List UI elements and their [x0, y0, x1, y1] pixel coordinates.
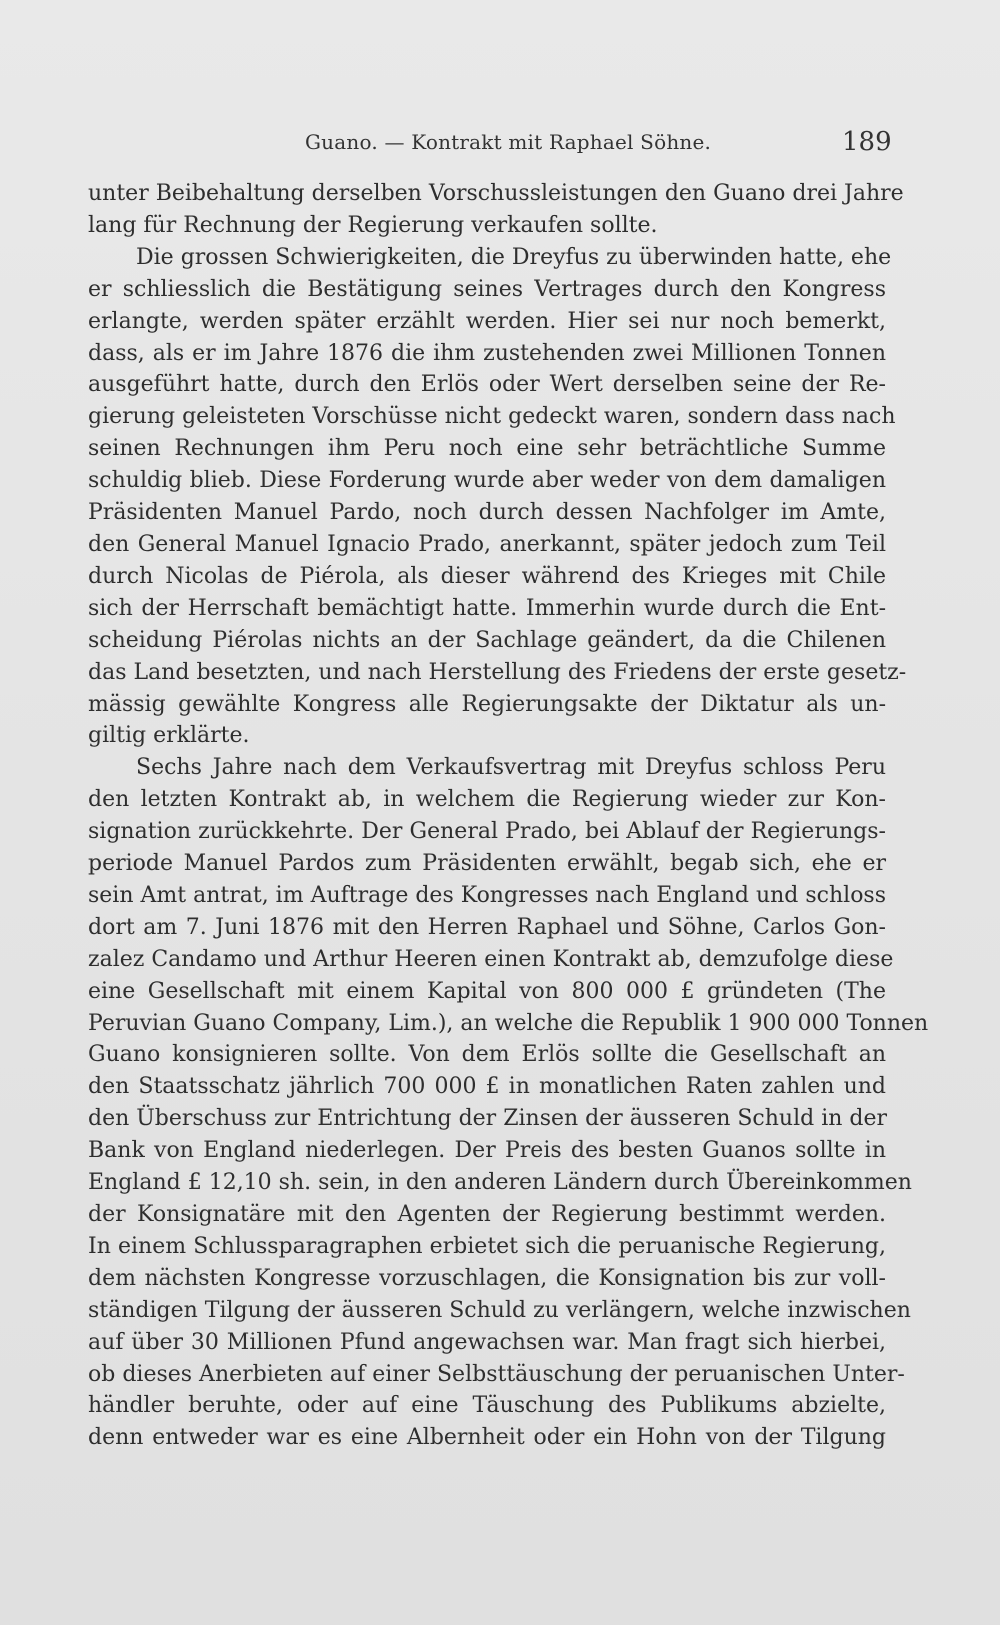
text-line: eine Gesellschaft mit einem Kapital von 800 000 £ gründeten (The — [88, 978, 886, 1004]
text-line: sein Amt antrat, im Auftrage des Kongresses nach England und schloss — [88, 882, 887, 908]
running-head: Guano. — Kontrakt mit Raphael Söhne. — [305, 130, 712, 154]
text-line: England £ 12,10 sh. sein, in den anderen Ländern durch Übereinkommen — [88, 1170, 912, 1196]
text-line: zalez Candamo und Arthur Heeren einen Kontrakt ab, demzufolge diese — [88, 946, 894, 972]
text-line: erlangte, werden später erzählt werden. Hier sei nur noch bemerkt, — [88, 308, 886, 334]
text-line: unter Beibehaltung derselben Vorschussleistungen den Guano drei Jahre — [88, 181, 904, 206]
text-line: den Überschuss zur Entrichtung der Zinsen der äusseren Schuld in der — [88, 1106, 888, 1132]
text-line: ständigen Tilgung der äusseren Schuld zu verlängern, welche inzwischen — [88, 1297, 911, 1323]
text-line: er schliesslich die Bestätigung seines Vertrages durch den Kongress — [88, 276, 886, 302]
page-header — [0, 122, 1000, 162]
text-line: Sechs Jahre nach dem Verkaufsvertrag mit Dreyfus schloss Peru — [136, 755, 886, 781]
text-line: seinen Rechnungen ihm Peru noch eine sehr beträchtliche Summe — [88, 436, 886, 462]
text-line: gierung geleisteten Vorschüsse nicht gedeckt waren, sondern dass nach — [88, 404, 896, 430]
body-text — [88, 178, 929, 1454]
text-line: sich der Herrschaft bemächtigt hatte. Immerhin wurde durch die Ent- — [88, 595, 886, 621]
text-line: den General Manuel Ignacio Prado, anerkannt, später jedoch zum Teil — [88, 531, 886, 557]
paragraph — [88, 242, 907, 753]
text-line: ob dieses Anerbieten auf einer Selbsttäuschung der peruanischen Unter- — [88, 1361, 905, 1387]
text-line: der Konsignatäre mit den Agenten der Regierung bestimmt werden. — [88, 1202, 886, 1227]
text-line: giltig erklärte. — [88, 723, 250, 749]
text-line: periode Manuel Pardos zum Präsidenten erwählt, begab sich, ehe er — [88, 851, 886, 877]
text-line: Bank von England niederlegen. Der Preis des besten Guanos sollte in — [88, 1138, 886, 1164]
text-line: scheidung Piérolas nichts an der Sachlage geändert, da die Chilenen — [88, 627, 886, 653]
text-line: ausgeführt hatte, durch den Erlös oder Wert derselben seine der Re- — [88, 372, 886, 398]
text-line: Guano konsignieren sollte. Von dem Erlös sollte die Gesellschaft an — [88, 1042, 886, 1068]
paragraph — [88, 178, 904, 242]
text-line: In einem Schlussparagraphen erbietet sich die peruanische Regierung, — [88, 1233, 886, 1259]
text-line: händler beruhte, oder auf eine Täuschung des Publikums abzielte, — [88, 1393, 886, 1419]
text-line: dort am 7. Juni 1876 mit den Herren Raphael und Söhne, Carlos Gon- — [88, 914, 886, 940]
text-line: den Staatsschatz jährlich 700 000 £ in monatlichen Raten zahlen und — [88, 1074, 886, 1100]
text-line: Peruvian Guano Company, Lim.), an welche die Republik 1 900 000 Tonnen — [88, 1010, 929, 1036]
text-line: auf über 30 Millionen Pfund angewachsen war. Man fragt sich hierbei, — [88, 1329, 886, 1355]
text-line: signation zurückkehrte. Der General Prado, bei Ablauf der Regierungs- — [88, 819, 886, 845]
text-line: lang für Rechnung der Regierung verkaufen sollte. — [88, 212, 658, 238]
text-line: dass, als er im Jahre 1876 die ihm zustehenden zwei Millionen Tonnen — [88, 340, 886, 366]
text-line: mässig gewählte Kongress alle Regierungsakte der Diktatur als un- — [88, 691, 886, 717]
page-number: 189 — [842, 127, 892, 157]
paragraph — [88, 752, 929, 1454]
text-line: Präsidenten Manuel Pardo, noch durch dessen Nachfolger im Amte, — [88, 500, 886, 526]
text-line: den letzten Kontrakt ab, in welchem die Regierung wieder zur Kon- — [88, 787, 886, 813]
text-line: das Land besetzten, und nach Herstellung des Friedens der erste gesetz- — [88, 659, 907, 685]
text-line: durch Nicolas de Piérola, als dieser während des Krieges mit Chile — [88, 563, 886, 589]
text-line: denn entweder war es eine Albernheit oder ein Hohn von der Tilgung — [88, 1425, 886, 1451]
text-line: dem nächsten Kongresse vorzuschlagen, die Konsignation bis zur voll- — [88, 1265, 886, 1291]
text-line: schuldig blieb. Diese Forderung wurde aber weder von dem damaligen — [88, 468, 886, 494]
text-line: Die grossen Schwierigkeiten, die Dreyfus zu überwinden hatte, ehe — [136, 244, 892, 270]
